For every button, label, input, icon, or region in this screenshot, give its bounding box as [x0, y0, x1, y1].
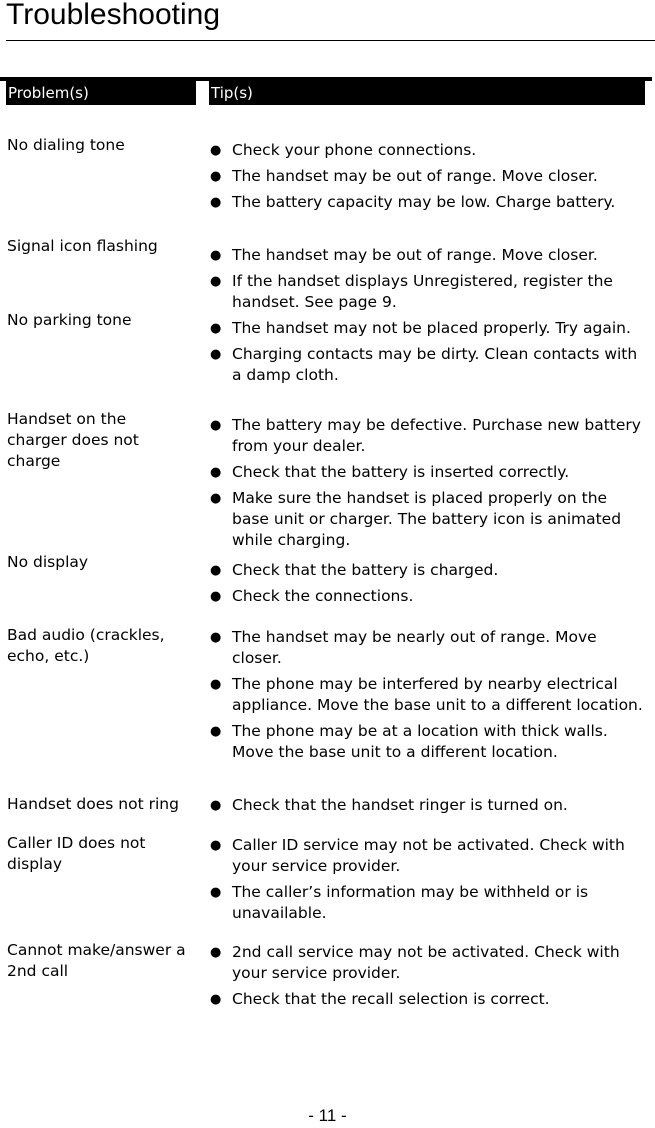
problem-cell: Handset does not ring: [7, 795, 179, 813]
table-row: [0, 410, 655, 563]
table-row: [0, 311, 655, 418]
tip-item: ● The handset may be nearly out of range. Move closer.: [210, 628, 597, 667]
table-row: [0, 795, 655, 831]
tips-list: [209, 942, 645, 1010]
tips-list: [209, 245, 645, 313]
tips-list: [209, 835, 645, 924]
problem-cell: Handset on the charger does not charge: [7, 410, 139, 470]
tip-item: ● Check that the battery is inserted correctly.: [210, 463, 570, 481]
problem-cell: Caller ID does not display: [7, 834, 146, 873]
tips-list: [209, 795, 645, 816]
tip-item: ● The phone may be at a location with thick walls. Move the base unit to a different location.: [210, 722, 608, 761]
tip-item: ● Check that the handset ringer is turned on.: [210, 796, 568, 814]
tips-list: [209, 627, 645, 763]
table-row: [0, 130, 655, 251]
tip-item: ● Make sure the handset is placed properly on the base unit or charger. The battery icon is animated while charging.: [210, 489, 622, 549]
header-tip: Tip(s): [209, 80, 645, 105]
table-row: [0, 835, 655, 935]
troubleshooting-table: [0, 130, 655, 1022]
tip-item: ● Check the connections.: [210, 587, 414, 605]
tip-item: ● Check your phone connections.: [210, 141, 477, 159]
tip-item: ● If the handset displays Unregistered, register the handset. See page 9.: [210, 272, 613, 311]
problem-cell: Cannot make/answer a 2nd call: [7, 941, 186, 980]
tip-item: ● Caller ID service may not be activated. Check with your service provider.: [210, 836, 625, 875]
problem-cell: No dialing tone: [7, 136, 125, 154]
tip-item: ● Check that the battery is charged.: [210, 561, 499, 579]
problem-cell: No display: [7, 553, 89, 571]
problem-cell: Bad audio (crackles, echo, etc.): [7, 626, 165, 665]
tips-list: [209, 130, 645, 213]
tip-item: ● The handset may not be placed properly. Try again.: [210, 319, 631, 337]
tip-item: ● Check that the recall selection is correct.: [210, 990, 550, 1008]
tip-item: ● The handset may be out of range. Move closer.: [210, 246, 598, 264]
tip-item: ● The phone may be interfered by nearby electrical appliance. Move the base unit to a different location.: [210, 675, 643, 714]
tip-item: ● The battery capacity may be low. Charge battery.: [210, 193, 616, 211]
title-rule: [6, 40, 655, 41]
tips-list: [209, 415, 645, 551]
page-number: - 11 -: [308, 1106, 347, 1125]
table-row: [0, 553, 655, 624]
tip-item: ● 2nd call service may not be activated. Check with your service provider.: [210, 943, 620, 982]
header-problem: Problem(s): [6, 80, 196, 105]
page-title: Troubleshooting: [6, 0, 221, 31]
tip-item: ● The battery may be defective. Purchase new battery from your dealer.: [210, 416, 641, 455]
tip-item: ● The handset may be out of range. Move closer.: [210, 167, 598, 185]
tip-item: ● Charging contacts may be dirty. Clean contacts with a damp cloth.: [210, 345, 638, 384]
tips-list: [209, 318, 645, 386]
table-row: [0, 627, 655, 793]
problem-cell: No parking tone: [7, 311, 132, 329]
table-row: [0, 942, 655, 1022]
tip-item: ● The caller’s information may be withheld or is unavailable.: [210, 883, 589, 922]
tips-list: [209, 560, 645, 607]
problem-cell: Signal icon flashing: [7, 237, 158, 255]
